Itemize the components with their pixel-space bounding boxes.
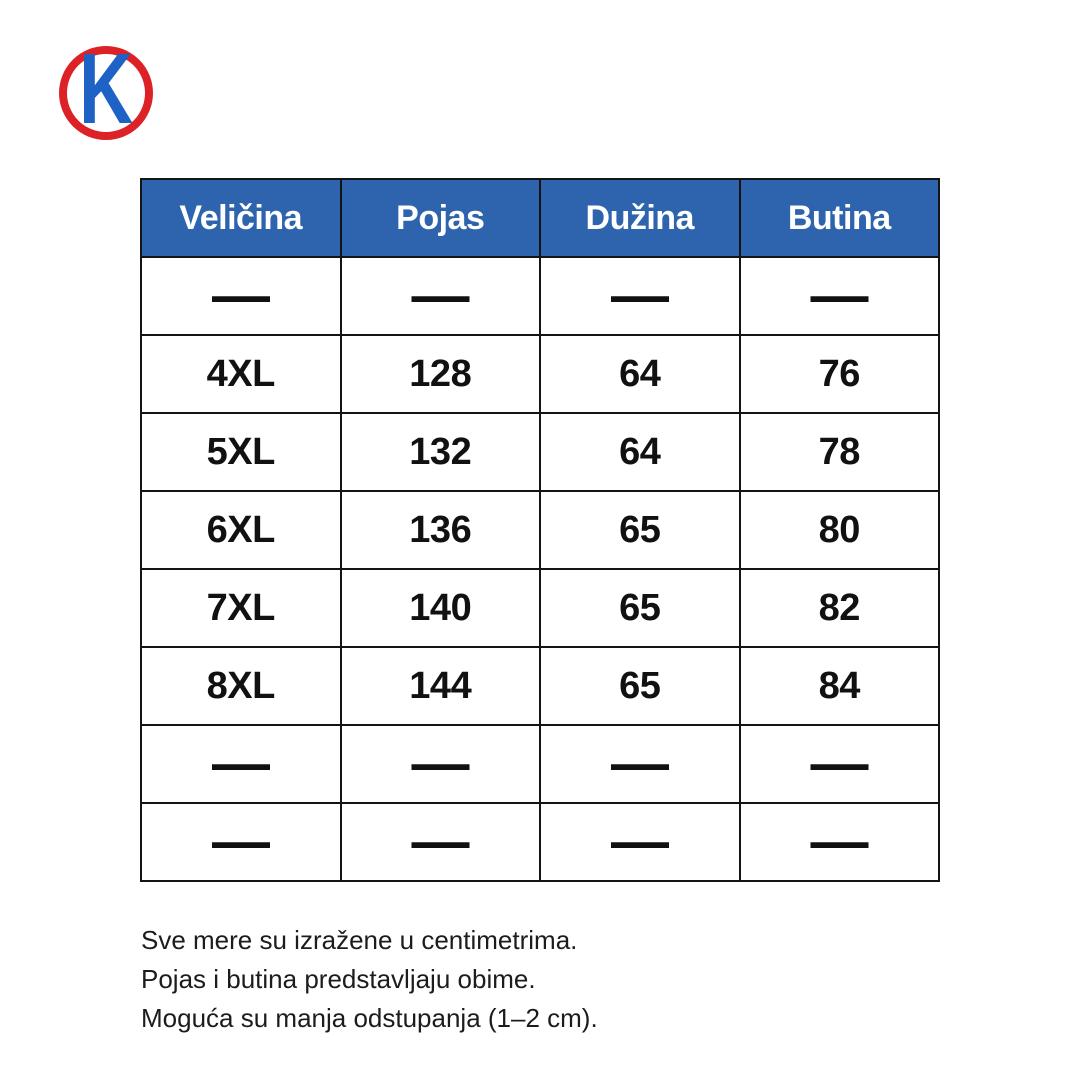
cell-pojas: — <box>341 257 541 335</box>
cell-butina: — <box>740 803 940 881</box>
table-row <box>141 647 939 725</box>
cell-duzina: 65 <box>540 491 740 569</box>
cell-size: 8XL <box>141 647 341 725</box>
cell-duzina: 64 <box>540 335 740 413</box>
cell-butina: — <box>740 725 940 803</box>
cell-duzina: 64 <box>540 413 740 491</box>
cell-duzina: — <box>540 803 740 881</box>
column-header-duzina: Dužina <box>540 179 740 257</box>
cell-butina: 76 <box>740 335 940 413</box>
cell-duzina: 65 <box>540 647 740 725</box>
cell-butina: 80 <box>740 491 940 569</box>
brand-logo-letter: K <box>78 33 134 145</box>
column-header-velicina: Veličina <box>141 179 341 257</box>
cell-size: 6XL <box>141 491 341 569</box>
table-row <box>141 725 939 803</box>
note-line-deviation: Moguća su manja odstupanja (1–2 cm). <box>141 1003 598 1033</box>
cell-size: 4XL <box>141 335 341 413</box>
column-header-butina: Butina <box>740 179 940 257</box>
cell-pojas: 132 <box>341 413 541 491</box>
cell-size: 5XL <box>141 413 341 491</box>
cell-pojas: 128 <box>341 335 541 413</box>
column-header-pojas: Pojas <box>341 179 541 257</box>
table-row <box>141 257 939 335</box>
cell-duzina: — <box>540 725 740 803</box>
cell-size: — <box>141 725 341 803</box>
note-line-circumference: Pojas i butina predstavljaju obime. <box>141 964 536 994</box>
notes <box>141 921 598 1038</box>
table-row <box>141 413 939 491</box>
cell-butina: 84 <box>740 647 940 725</box>
note-line-units: Sve mere su izražene u centimetrima. <box>141 925 578 955</box>
cell-duzina: — <box>540 257 740 335</box>
table-row <box>141 491 939 569</box>
size-table <box>140 178 940 882</box>
table-row <box>141 569 939 647</box>
cell-size: — <box>141 803 341 881</box>
header-row <box>141 179 939 257</box>
cell-pojas: 144 <box>341 647 541 725</box>
cell-duzina: 65 <box>540 569 740 647</box>
cell-pojas: — <box>341 803 541 881</box>
cell-pojas: 136 <box>341 491 541 569</box>
cell-butina: 82 <box>740 569 940 647</box>
cell-pojas: 140 <box>341 569 541 647</box>
cell-size: — <box>141 257 341 335</box>
cell-butina: — <box>740 257 940 335</box>
cell-size: 7XL <box>141 569 341 647</box>
brand-logo <box>59 33 153 145</box>
cell-butina: 78 <box>740 413 940 491</box>
cell-pojas: — <box>341 725 541 803</box>
table-row <box>141 335 939 413</box>
table-row <box>141 803 939 881</box>
